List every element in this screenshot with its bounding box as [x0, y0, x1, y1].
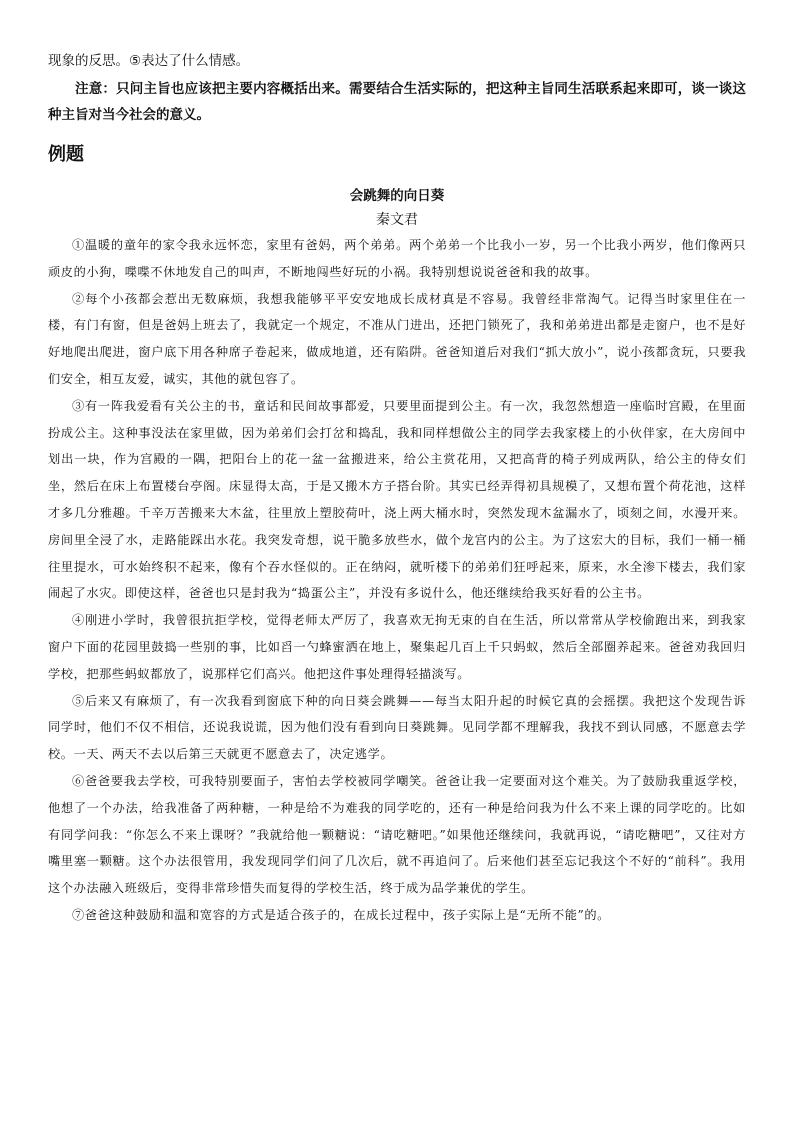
paragraph-6: ⑥爸爸要我去学校，可我特别要面子，害怕去学校被同学嘲笑。爸爸让我一定要面对这个难关。为了鼓励我重返学校，他想了一个办法，给我准备了两种糖，一种是给不为难我的同学吃的，还有一种是给问我为什么不来上课的同学吃的。比如有同学问我：“你怎么不来上课呀？”我就给他一颗糖说：“请吃糖吧。”如果他还继续问，我就再说，“请吃糖吧”，又往对方嘴里塞一颗糖。这个办法很管用，我发现同学们问了几次后，就不再追问了。后来他们甚至忘记我这个不好的“前科”。我用这个办法融入班级后，变得非常珍惜失而复得的学校生活，终于成为品学兼优的学生。	[48, 773, 746, 896]
paragraph-2: ②每个小孩都会惹出无数麻烦，我想我能够平平安安地成长成材真是不容易。我曾经非常淘气。记得当时家里住在一楼，有门有窗，但是爸妈上班去了，我就定一个规定，不准从门进出，还把门锁死了，我和弟弟进出都是走窗户，也不是好好地爬出爬进，窗户底下用各种席子卷起来，做成地道，还有陷阱。爸爸知道后对我们“抓大放小”，说小孩都贪玩，只要我们安全，相互友爱，诚实，其他的就包容了。	[48, 291, 746, 386]
paragraph-1: ①温暖的童年的家令我永远怀恋，家里有爸妈，两个弟弟。两个弟弟一个比我小一岁，另一个比我小两岁，他们像两只顽皮的小狗，喋喋不休地发自己的叫声，不断地闯些好玩的小祸。我特别想说说爸爸和我的故事。	[48, 238, 746, 279]
article-title: 会跳舞的向日葵	[349, 188, 445, 204]
section-heading: 例题	[48, 144, 84, 165]
paragraph-5: ⑤后来又有麻烦了，有一次我看到窗底下种的向日葵会跳舞——每当太阳升起的时候它真的会摇摆。我把这个发现告诉同学时，他们不仅不相信，还说我说谎，因为他们没有看到向日葵跳舞。见同学都不理解我，我找不到认同感，不愿意去学校。一天、两天不去以后第三天就更不愿意去了，决定逃学。	[48, 693, 746, 762]
paragraph-7: ⑦爸爸这种鼓励和温和宽容的方式是适合孩子的，在成长过程中，孩子实际上是“无所不能”的。	[72, 907, 610, 922]
intro-line: 现象的反思。⑤表达了什么情感。	[48, 53, 250, 69]
article-body	[48, 232, 746, 929]
paragraph-4: ④刚进小学时，我曾很抗拒学校，觉得老师太严厉了，我喜欢无拘无束的自在生活，所以常常从学校偷跑出来，到我家窗户下面的花园里鼓捣一些别的事，比如舀一勺蜂蜜洒在地上，聚集起几百上千只蚂蚁，然后全部圈养起来。爸爸劝我回归学校，把那些蚂蚁都放了，说那样它们高兴。他把这件事处理得轻描淡写。	[48, 613, 746, 681]
article-author: 秦文君	[376, 212, 418, 228]
paragraph-3: ③有一阵我爱看有关公主的书，童话和民间故事都爱，只要里面提到公主。有一次，我忽然想造一座临时宫殿，在里面扮成公主。这种事没法在家里做，因为弟弟们会打岔和捣乱，我和同样想做公主的同学去我家楼上的小伙伴家，在大房间中划出一块，作为宫殿的一隅，把阳台上的花一盆一盆搬进来，给公主赏花用，又把高背的椅子列成两队，给公主的侍女们坐，然后在床上布置楼台亭阁。床显得太高，于是又搬木方子搭台阶。其实已经弄得初具规模了，又想布置个荷花池，这样才多几分雅趣。千辛万苦搬来大木盆，往里放上塑胶荷叶，浇上两大桶水时，突然发现木盆漏水了，顷刻之间，水漫开来。房间里全浸了水，走路能踩出水花。我突发奇想，说干脆多放些水，做个龙宫内的公主。为了这宏大的目标，我们一桶一桶往里提水，可水始终积不起来，像有个吞水怪似的。正在纳闷，就听楼下的弟弟们狂呼起来，原来，水全渗下楼去，我们家闹起了水灾。即使这样，爸爸也只是封我为“捣蛋公主”，并没有多说什么，他还继续给我买好看的公主书。	[48, 398, 746, 601]
note-paragraph: 注意：只问主旨也应该把主要内容概括出来。需要结合生活实际的，把这种主旨同生活联系起来即可，谈一谈这种主旨对当今社会的意义。	[48, 81, 746, 123]
